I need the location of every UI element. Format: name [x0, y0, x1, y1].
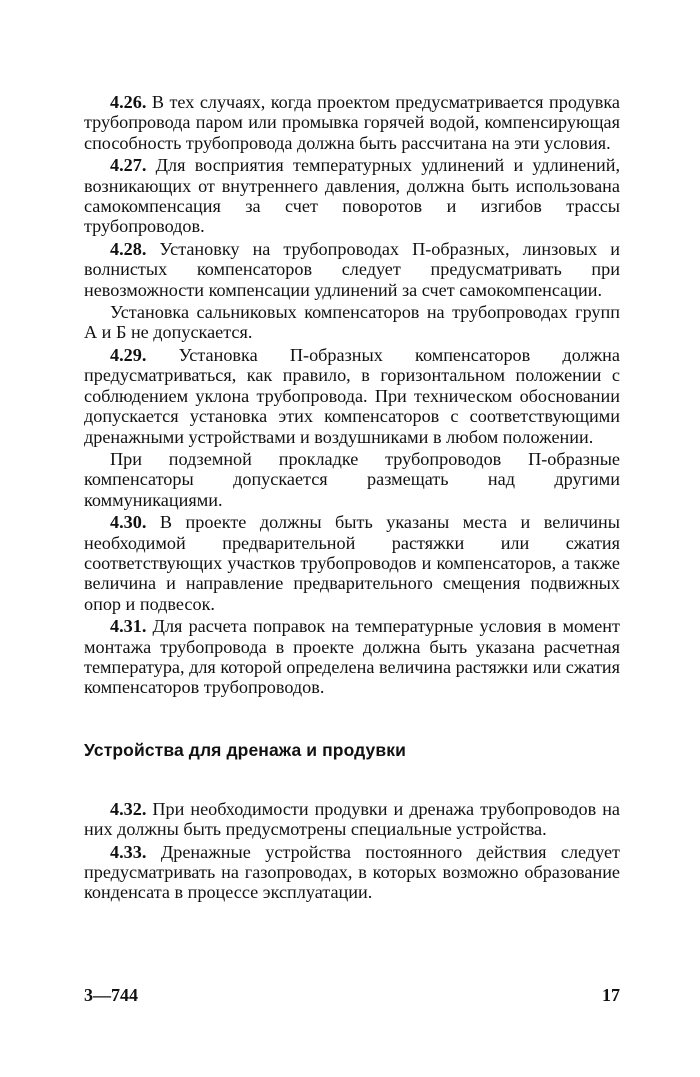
clause-number: 4.31.: [110, 616, 147, 637]
paragraph-4-33: [84, 842, 620, 903]
paragraph-4-27: [84, 155, 620, 237]
clause-text: В проекте должны быть указаны места и величины необходимой предварительной растяжки или сжатия соответствующих участков трубопроводов и компенсаторов, а также величина и направление предварительного смещения подвижных опор и подвесок.: [84, 512, 620, 614]
clause-number: 4.30.: [110, 512, 147, 533]
clause-text: Дренажные устройства постоянного действия следует предусматривать на газопроводах, в которых возможно образование конденсата в процессе эксплуатации.: [84, 841, 620, 903]
clause-text: Установку на трубопроводах П-образных, линзовых и волнистых компенсаторов следует предусматривать при невозможности компенсации удлинений за счет самокомпенсации.: [84, 238, 620, 300]
clause-text: При подземной прокладке трубопроводов П-образные компенсаторы допускается размещать над другими коммуникациями.: [84, 448, 620, 510]
clause-text: Для расчета поправок на температурные условия в момент монтажа трубопровода в проекте должна быть указана расчетная температура, для которой определена величина растяжки или сжатия компенсаторов трубопроводов.: [84, 616, 620, 698]
paragraph-4-31: [84, 616, 620, 698]
section-heading: Устройства для дренажа и продувки: [84, 739, 406, 760]
paragraph-4-29: [84, 345, 620, 447]
paragraph-4-28: [84, 239, 620, 300]
paragraph-4-32: [84, 799, 620, 840]
clause-text: Для восприятия температурных удлинений и удлинений, возникающих от внутреннего давления, должна быть использована самокомпенсация за счет поворотов и изгибов трассы трубопроводов.: [84, 155, 620, 237]
page-footer: [84, 985, 620, 1006]
clause-number: 4.33.: [110, 841, 147, 862]
clause-number: 4.28.: [110, 238, 147, 259]
clause-number: 4.32.: [110, 798, 147, 819]
clause-text: Установка П-образных компенсаторов должна предусматриваться, как правило, в горизонтальном положении с соблюдением уклона трубопровода. При техническом обосновании допускается установка этих компенсаторов с соответствующими дренажными устройствами и воздушниками в любом положении.: [84, 344, 620, 447]
page-number: 17: [602, 985, 620, 1005]
page-body: [84, 92, 620, 905]
clause-text: В тех случаях, когда проектом предусматривается продувка трубопровода паром или промывка горячей водой, компенсирующая способность трубопровода должна быть рассчитана на эти условия.: [84, 92, 620, 153]
clause-number: 4.26.: [110, 92, 147, 112]
paragraph-4-29-cont: [84, 449, 620, 510]
paragraph-4-26: [84, 92, 620, 153]
clause-number: 4.29.: [110, 344, 147, 365]
clause-number: 4.27.: [110, 155, 147, 176]
printer-signature: 3—744: [84, 985, 138, 1005]
clause-text: Установка сальниковых компенсаторов на трубопроводах групп А и Б не допускается.: [84, 302, 620, 343]
paragraph-4-28-cont: [84, 302, 620, 343]
paragraph-4-30: [84, 512, 620, 614]
clause-text: При необходимости продувки и дренажа трубопроводов на них должны быть предусмотрены специальные устройства.: [84, 798, 620, 840]
